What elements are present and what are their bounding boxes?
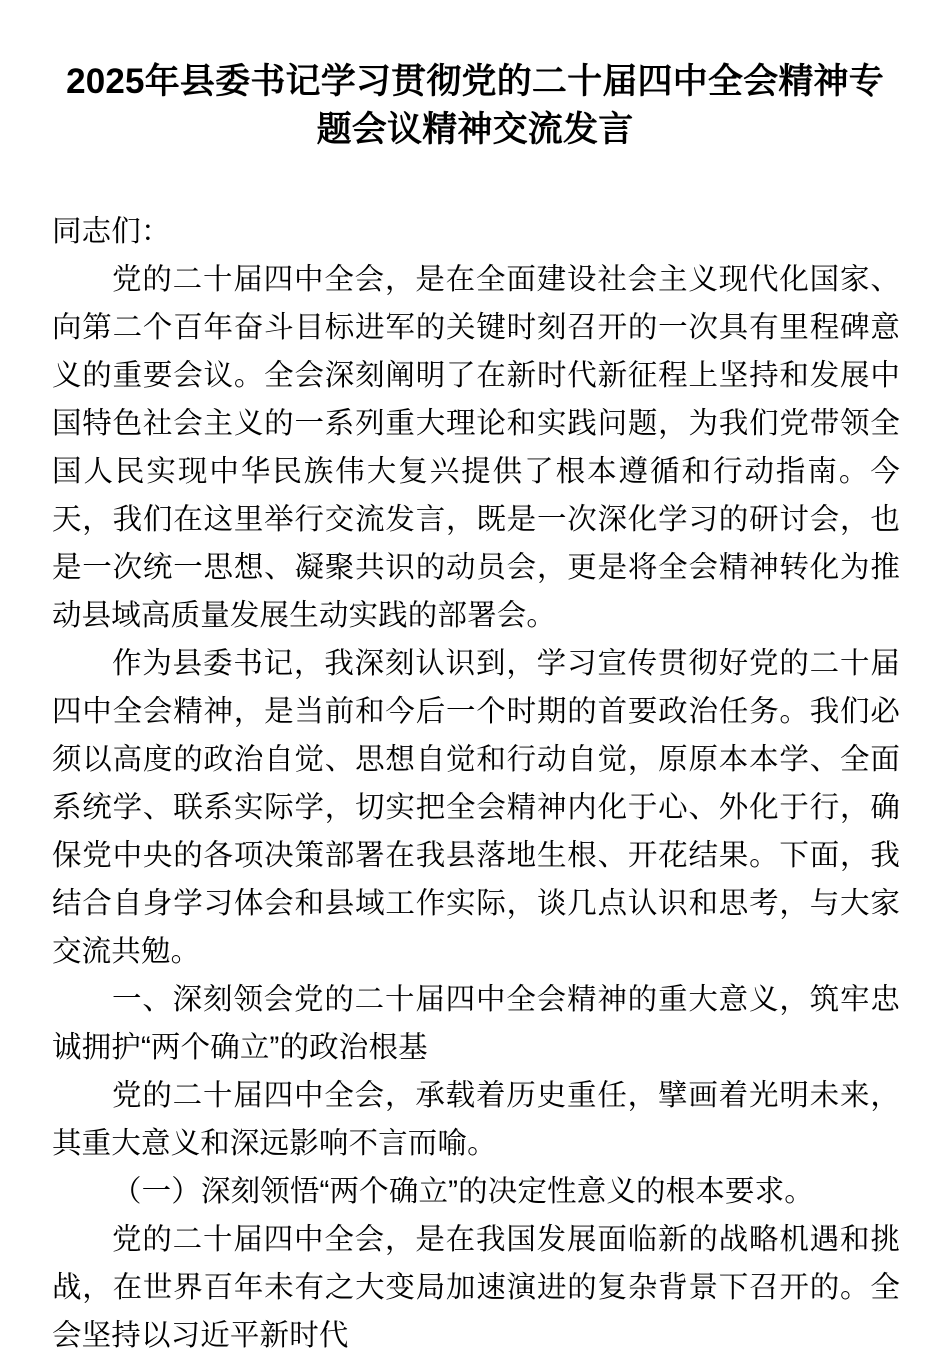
- subsection-heading-1: （一）深刻领悟“两个确立”的决定性意义的根本要求。: [112, 1175, 814, 1208]
- document-title: 2025年县委书记学习贯彻党的二十届四中全会精神专题会议精神交流发言: [66, 62, 884, 149]
- body-paragraph: 作为县委书记，我深刻认识到，学习宣传贯彻好党的二十届四中全会精神，是当前和今后一个时期的首要政治任务。我们必须以高度的政治自觉、思想自觉和行动自觉，原原本本学、全面系统学、联系实际学，切实把全会精神内化于心、外化于行，确保党中央的各项决策部署在我县落地生根、开花结果。下面，我结合自身学习体会和县域工作实际，谈几点认识和思考，与大家交流共勉。: [52, 647, 900, 968]
- body-paragraph: 党的二十届四中全会，承载着历史重任，擘画着光明未来，其重大意义和深远影响不言而喻。: [52, 1079, 900, 1160]
- body-paragraph: 党的二十届四中全会，是在我国发展面临新的战略机遇和挑战，在世界百年未有之大变局加速演进的复杂背景下召开的。全会坚持以习近平新时代: [52, 1223, 900, 1352]
- body-paragraph: 党的二十届四中全会，是在全面建设社会主义现代化国家、向第二个百年奋斗目标进军的关键时刻召开的一次具有里程碑意义的重要会议。全会深刻阐明了在新时代新征程上坚持和发展中国特色社会主义的一系列重大理论和实践问题，为我们党带领全国人民实现中华民族伟大复兴提供了根本遵循和行动指南。今天，我们在这里举行交流发言，既是一次深化学习的研讨会，也是一次统一思想、凝聚共识的动员会，更是将全会精神转化为推动县域高质量发展生动实践的部署会。: [52, 263, 900, 632]
- salutation: 同志们：: [52, 215, 171, 248]
- section-heading-1: 一、深刻领会党的二十届四中全会精神的重大意义，筑牢忠诚拥护“两个确立”的政治根基: [52, 983, 900, 1064]
- document-body: [52, 208, 900, 1360]
